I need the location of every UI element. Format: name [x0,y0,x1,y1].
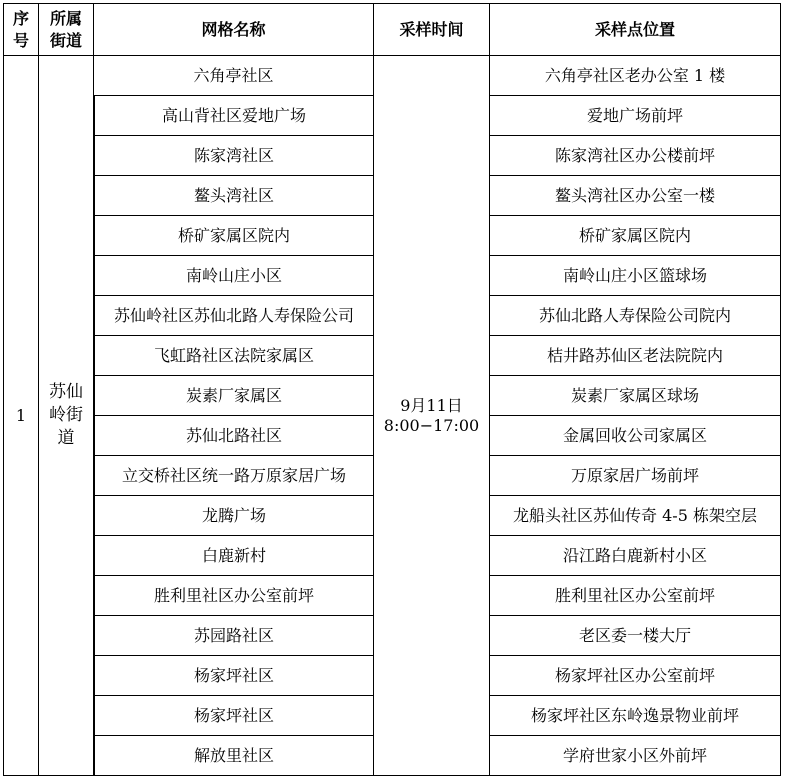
grid-name-cell: 解放里社区 [94,736,374,776]
sample-location-cell: 万原家居广场前坪 [490,456,781,496]
grid-name-cell: 杨家坪社区 [94,696,374,736]
grid-name-cell: 苏园路社区 [94,616,374,656]
grid-name-cell: 高山背社区爱地广场 [94,96,374,136]
sample-location-cell: 老区委一楼大厅 [490,616,781,656]
grid-name-cell: 立交桥社区统一路万原家居广场 [94,456,374,496]
grid-name-cell: 南岭山庄小区 [94,256,374,296]
grid-name-cell: 白鹿新村 [94,536,374,576]
sample-location-cell: 杨家坪社区办公室前坪 [490,656,781,696]
sample-location-cell: 南岭山庄小区篮球场 [490,256,781,296]
seq-cell: 1 [3,56,39,776]
grid-name-cell: 龙腾广场 [94,496,374,536]
grid-name-cell: 六角亭社区 [94,56,374,96]
grid-name-cell: 飞虹路社区法院家属区 [94,336,374,376]
header-seq: 序号 [3,3,39,56]
header-grid-name: 网格名称 [94,3,374,56]
sample-date: 9月11日 [400,395,463,415]
sample-hours: 8:00−17:00 [383,415,480,435]
sample-location-cell: 桥矿家属区院内 [490,216,781,256]
grid-name-cell: 陈家湾社区 [94,136,374,176]
sample-time-cell [374,56,490,776]
sample-location-cell: 苏仙北路人寿保险公司院内 [490,296,781,336]
sample-location-cell: 陈家湾社区办公楼前坪 [490,136,781,176]
sampling-schedule-table [3,3,781,776]
sample-location-cell: 龙船头社区苏仙传奇 4-5 栋架空层 [490,496,781,536]
grid-name-cell: 胜利里社区办公室前坪 [94,576,374,616]
grid-name-cell: 苏仙岭社区苏仙北路人寿保险公司 [94,296,374,336]
header-sample-location: 采样点位置 [490,3,781,56]
sample-location-cell: 炭素厂家属区球场 [490,376,781,416]
sample-location-cell: 胜利里社区办公室前坪 [490,576,781,616]
sample-location-cell: 鳌头湾社区办公室一楼 [490,176,781,216]
street-cell [39,56,94,776]
sample-location-cell: 六角亭社区老办公室 1 楼 [490,56,781,96]
grid-name-cell: 炭素厂家属区 [94,376,374,416]
sample-location-cell: 爱地广场前坪 [490,96,781,136]
sample-location-cell: 学府世家小区外前坪 [490,736,781,776]
sample-location-cell: 金属回收公司家属区 [490,416,781,456]
sample-location-cell: 杨家坪社区东岭逸景物业前坪 [490,696,781,736]
table-row [3,56,781,96]
sample-location-cell: 沿江路白鹿新村小区 [490,536,781,576]
header-street: 所属街道 [39,3,94,56]
street-name: 苏仙岭街道 [49,382,83,448]
sample-location-cell: 桔井路苏仙区老法院院内 [490,336,781,376]
header-sample-time: 采样时间 [374,3,490,56]
grid-name-cell: 桥矿家属区院内 [94,216,374,256]
header-row [3,3,781,56]
grid-name-cell: 鳌头湾社区 [94,176,374,216]
grid-name-cell: 苏仙北路社区 [94,416,374,456]
grid-name-cell: 杨家坪社区 [94,656,374,696]
